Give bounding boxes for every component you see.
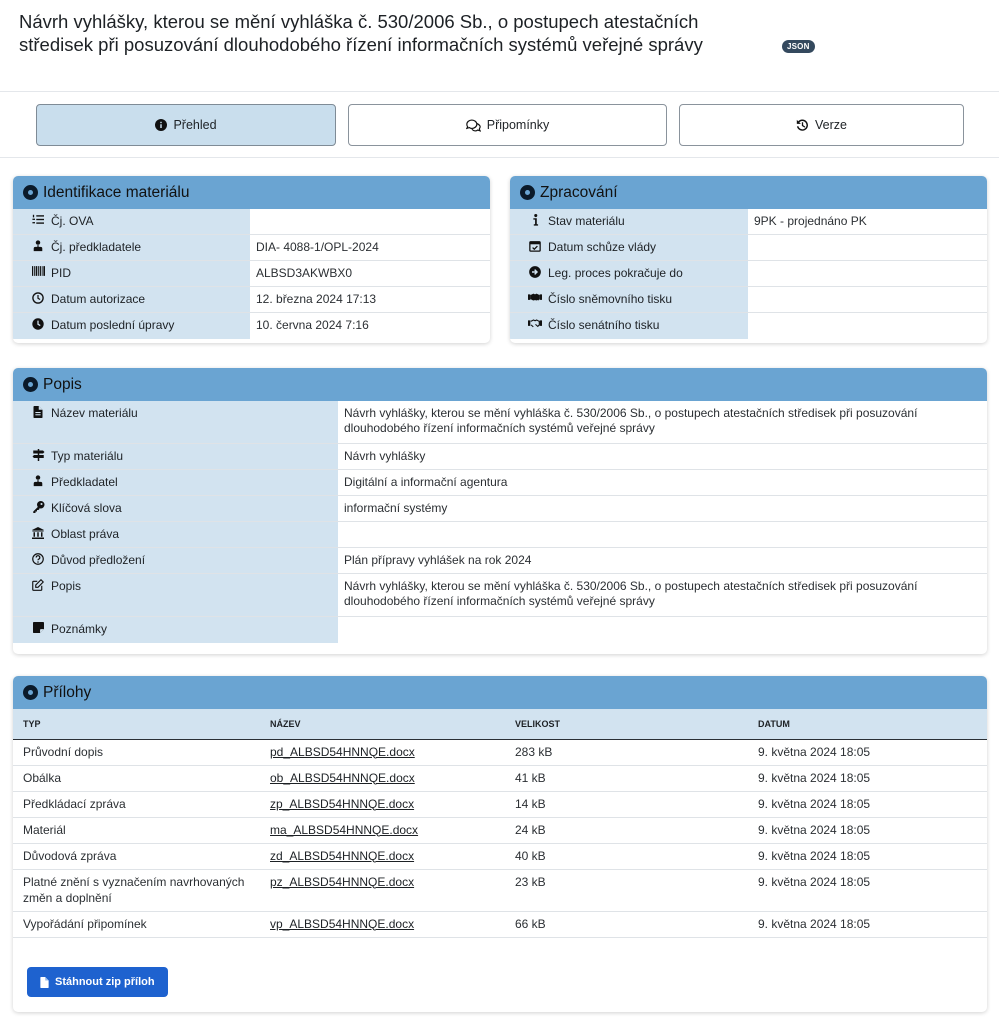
attachment-type: Materiál <box>13 817 260 843</box>
sticky-note-icon <box>31 622 45 633</box>
attachment-size: 24 kB <box>505 817 748 843</box>
row-label-cell <box>13 209 250 234</box>
attachment-link[interactable]: pz_ALBSD54HNNQE.docx <box>270 874 415 889</box>
popis-row <box>13 522 987 548</box>
row-label-cell <box>13 235 250 260</box>
download-zip-label: Stáhnout zip příloh <box>55 976 155 988</box>
handshake-outline-icon <box>528 318 542 329</box>
row-label: Leg. proces pokračuje do <box>548 266 683 280</box>
zpracovani-row <box>510 287 987 313</box>
attachment-date: 9. května 2024 18:05 <box>748 765 987 791</box>
attachment-size: 23 kB <box>505 869 748 911</box>
card-title: Popis <box>43 375 82 393</box>
row-label-cell <box>13 444 338 469</box>
tab-bar <box>0 92 999 158</box>
circle-dot-icon <box>23 685 38 700</box>
attachment-type: Obálka <box>13 765 260 791</box>
column-header[interactable]: DATUM <box>748 709 987 739</box>
attachment-size: 283 kB <box>505 739 748 765</box>
page-title: Návrh vyhlášky, kterou se mění vyhláška č. 530/2006 Sb., o postupech atestačních středisek při posuzování dlouhodobého řízení informačních systémů veřejné správy <box>19 11 703 55</box>
popis-row <box>13 496 987 522</box>
row-label: PID <box>51 266 72 280</box>
row-value: ALBSD3AKWBX0 <box>256 266 353 280</box>
table-header-row <box>13 709 987 739</box>
row-label: Datum schůze vlády <box>548 240 657 254</box>
file-icon <box>40 977 49 988</box>
row-value: Návrh vyhlášky <box>344 449 426 463</box>
row-label-cell <box>510 261 748 286</box>
attachment-type: Vypořádání připomínek <box>13 911 260 937</box>
popis-card-header <box>13 368 987 401</box>
row-label: Číslo sněmovního tisku <box>548 292 673 306</box>
table-row <box>13 843 987 869</box>
attachment-date: 9. května 2024 18:05 <box>748 791 987 817</box>
circle-dot-icon <box>520 185 535 200</box>
attachment-date: 9. května 2024 18:05 <box>748 843 987 869</box>
attachment-type: Průvodní dopis <box>13 739 260 765</box>
row-value: 10. června 2024 7:16 <box>256 318 369 332</box>
handshake-icon <box>528 292 542 303</box>
row-label: Poznámky <box>51 622 108 636</box>
row-label-cell <box>510 287 748 312</box>
row-value: 9PK - projednáno PK <box>754 214 867 228</box>
row-value: Plán přípravy vyhlášek na rok 2024 <box>344 553 532 567</box>
row-label-cell <box>13 287 250 312</box>
row-value <box>748 235 987 260</box>
row-value: informační systémy <box>344 501 448 515</box>
zpracovani-row <box>510 235 987 261</box>
row-label: Typ materiálu <box>51 449 124 463</box>
column-header[interactable]: TYP <box>13 709 260 739</box>
signs-icon <box>31 449 45 461</box>
zpracovani-row <box>510 261 987 287</box>
attachment-link[interactable]: ma_ALBSD54HNNQE.docx <box>270 822 419 837</box>
row-label: Důvod předložení <box>51 553 146 567</box>
row-label: Čj. OVA <box>51 214 94 228</box>
column-header[interactable]: VELIKOST <box>505 709 748 739</box>
attachment-date: 9. května 2024 18:05 <box>748 911 987 937</box>
popis-row <box>13 470 987 496</box>
row-label-cell <box>13 313 250 339</box>
barcode-icon <box>31 266 45 276</box>
table-row <box>13 765 987 791</box>
row-value: Digitální a informační agentura <box>344 475 508 489</box>
table-row <box>13 739 987 765</box>
identifikace-card-header <box>13 176 490 209</box>
row-label: Název materiálu <box>51 406 138 420</box>
tab-label: Verze <box>815 118 847 132</box>
popis-row <box>13 548 987 574</box>
comments-icon <box>466 119 481 132</box>
row-value: Návrh vyhlášky, kterou se mění vyhláška č. 530/2006 Sb., o postupech atestačních středisek při posuzování dlouhodobého řízení informačních systémů veřejné správy <box>344 579 918 608</box>
row-label: Předkladatel <box>51 475 118 489</box>
circle-dot-icon <box>23 377 38 392</box>
popis-row <box>13 574 987 617</box>
prilohy-card-header <box>13 676 987 709</box>
zpracovani-row <box>510 313 987 339</box>
attachment-size: 40 kB <box>505 843 748 869</box>
row-label-cell <box>510 313 748 339</box>
clock-outline-icon <box>31 292 45 304</box>
card-title: Zpracování <box>540 183 618 201</box>
column-header[interactable]: NÁZEV <box>260 709 505 739</box>
tab-pripominky[interactable] <box>348 104 667 146</box>
row-value <box>748 287 987 312</box>
row-value <box>338 617 987 643</box>
identifikace-row <box>13 287 490 313</box>
row-label-cell <box>13 470 338 495</box>
row-label-cell <box>13 617 338 643</box>
card-title: Přílohy <box>43 683 92 701</box>
sitemap-icon <box>31 475 45 487</box>
landmark-icon <box>31 527 45 539</box>
row-label-cell <box>510 209 748 234</box>
json-badge[interactable]: JSON <box>782 40 815 53</box>
table-row <box>13 911 987 937</box>
key-icon <box>31 501 45 513</box>
info-icon <box>528 214 542 226</box>
row-label-cell <box>13 496 338 521</box>
calendar-check-icon <box>528 240 542 252</box>
row-label-cell <box>13 522 338 547</box>
row-label-cell <box>13 401 338 443</box>
attachment-size: 41 kB <box>505 765 748 791</box>
list-ol-icon <box>31 214 45 225</box>
zpracovani-card-header <box>510 176 987 209</box>
row-label-cell <box>13 574 338 616</box>
attachment-type: Platné znění s vyznačením navrhovaných změn a doplnění <box>13 869 260 911</box>
row-label-cell <box>510 235 748 260</box>
attachments-table <box>13 709 987 938</box>
attachment-link[interactable]: pd_ALBSD54HNNQE.docx <box>270 744 415 759</box>
row-value: Návrh vyhlášky, kterou se mění vyhláška č. 530/2006 Sb., o postupech atestačních středisek při posuzování dlouhodobého řízení informačních systémů veřejné správy <box>344 406 918 435</box>
prilohy-card <box>13 676 987 1012</box>
attachment-link[interactable]: zp_ALBSD54HNNQE.docx <box>270 796 415 811</box>
row-label: Datum autorizace <box>51 292 146 306</box>
clock-solid-icon <box>31 318 45 330</box>
row-value: DIA- 4088-1/OPL-2024 <box>256 240 379 254</box>
info-circle-icon <box>155 119 167 131</box>
zpracovani-row <box>510 209 987 235</box>
history-icon <box>796 119 809 132</box>
row-label: Klíčová slova <box>51 501 122 515</box>
table-row <box>13 791 987 817</box>
row-label-cell <box>13 548 338 573</box>
row-value <box>338 522 987 547</box>
tab-label: Přehled <box>173 118 217 132</box>
download-zip-button[interactable] <box>27 967 168 997</box>
popis-row <box>13 617 987 643</box>
attachment-type: Předkládací zpráva <box>13 791 260 817</box>
identifikace-card <box>13 176 490 343</box>
attachment-date: 9. května 2024 18:05 <box>748 817 987 843</box>
row-value <box>250 209 490 234</box>
row-value <box>748 261 987 286</box>
row-label: Oblast práva <box>51 527 120 541</box>
attachment-link[interactable]: ob_ALBSD54HNNQE.docx <box>270 770 415 785</box>
attachment-type: Důvodová zpráva <box>13 843 260 869</box>
attachment-size: 14 kB <box>505 791 748 817</box>
popis-row <box>13 401 987 444</box>
table-row <box>13 869 987 911</box>
file-icon <box>31 406 45 418</box>
attachment-link[interactable]: zd_ALBSD54HNNQE.docx <box>270 848 415 863</box>
page-header <box>0 0 999 92</box>
identifikace-row <box>13 261 490 287</box>
arrow-circle-right-icon <box>528 266 542 278</box>
edit-icon <box>31 579 45 591</box>
popis-row <box>13 444 987 470</box>
circle-dot-icon <box>23 185 38 200</box>
row-label-cell <box>13 261 250 286</box>
zpracovani-card <box>510 176 987 343</box>
attachment-date: 9. května 2024 18:05 <box>748 869 987 911</box>
attachment-size: 66 kB <box>505 911 748 937</box>
row-label: Čj. předkladatele <box>51 240 142 254</box>
card-title: Identifikace materiálu <box>43 183 190 201</box>
row-label: Popis <box>51 579 82 593</box>
row-label: Datum poslední úpravy <box>51 318 175 332</box>
attachment-date: 9. května 2024 18:05 <box>748 739 987 765</box>
question-circle-icon <box>31 553 45 565</box>
tab-prehled[interactable] <box>36 104 336 146</box>
identifikace-row <box>13 313 490 339</box>
row-value: 12. března 2024 17:13 <box>256 292 377 306</box>
row-label: Stav materiálu <box>548 214 625 228</box>
table-row <box>13 817 987 843</box>
tab-verze[interactable] <box>679 104 964 146</box>
identifikace-row <box>13 235 490 261</box>
popis-card <box>13 368 987 654</box>
attachment-link[interactable]: vp_ALBSD54HNNQE.docx <box>270 916 415 931</box>
tab-label: Připomínky <box>486 118 550 132</box>
row-value <box>748 313 987 339</box>
row-label: Číslo senátního tisku <box>548 318 660 332</box>
sitemap-icon <box>31 240 45 252</box>
identifikace-row <box>13 209 490 235</box>
